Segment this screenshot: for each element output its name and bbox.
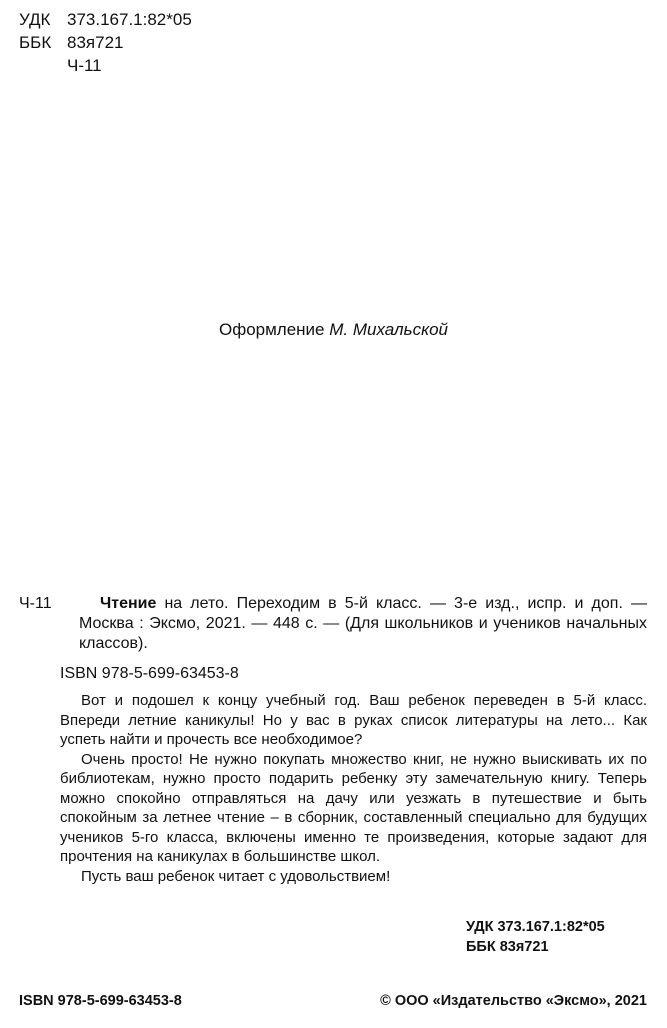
- bbk-value: 83я721: [67, 33, 124, 52]
- annotation-paragraph: Вот и подошел к концу учебный год. Ваш ребенок переведен в 5-й класс. Впереди летние каникулы! Но у вас в руках список литературы на лето... Как успеть найти и прочесть все необходимое?: [60, 692, 647, 748]
- bottom-bbk: ББК 83я721: [466, 939, 549, 955]
- catalog-title: Чтение: [100, 595, 157, 612]
- design-credit: [0, 320, 667, 340]
- annotation-paragraph: Очень просто! Не нужно покупать множество книг, не нужно выискивать их по библиотекам, нужно просто подарить ребенку эту замечательную книгу. Теперь можно спокойно отправляться на дачу или уезжать в путешествие и быть спокойным за летнее чтение – в сборник, составленный специально для будущих учеников 5-го класса, включены именно те произведения, которые задают для прочтения на каникулах в большинстве школ.: [60, 750, 647, 865]
- catalog-code: Ч-11: [19, 595, 52, 612]
- bottom-classification-codes: [466, 917, 605, 957]
- annotation: [60, 691, 647, 886]
- catalog-entry: [19, 594, 647, 654]
- top-classification-codes: [19, 8, 192, 77]
- footer: [19, 993, 647, 1009]
- bbk-row: [19, 31, 192, 54]
- catalog-description-block: [79, 594, 647, 654]
- footer-isbn: ISBN 978-5-699-63453-8: [19, 993, 182, 1009]
- udk-value: 373.167.1:82*05: [67, 10, 192, 29]
- isbn-line: ISBN 978-5-699-63453-8: [60, 665, 239, 682]
- design-credit-prefix: Оформление: [218, 320, 325, 339]
- footer-copyright: © ООО «Издательство «Эксмо», 2021: [380, 993, 647, 1009]
- bottom-udk: УДК 373.167.1:82*05: [466, 919, 605, 935]
- author-mark: [19, 54, 192, 77]
- udk-row: [19, 8, 192, 31]
- bbk-label: ББК: [19, 33, 52, 52]
- annotation-paragraph: Пусть ваш ребенок читает с удовольствием!: [81, 867, 391, 885]
- design-credit-name: М. Михальской: [329, 320, 449, 339]
- udk-label: УДК: [19, 10, 51, 29]
- author-mark-value: Ч-11: [67, 56, 102, 75]
- catalog-description: на лето. Переходим в 5-й класс. — 3-е изд., испр. и доп. — Москва : Эксмо, 2021. — 448 с. — (Для школьников и учеников начальных классов).: [79, 595, 647, 652]
